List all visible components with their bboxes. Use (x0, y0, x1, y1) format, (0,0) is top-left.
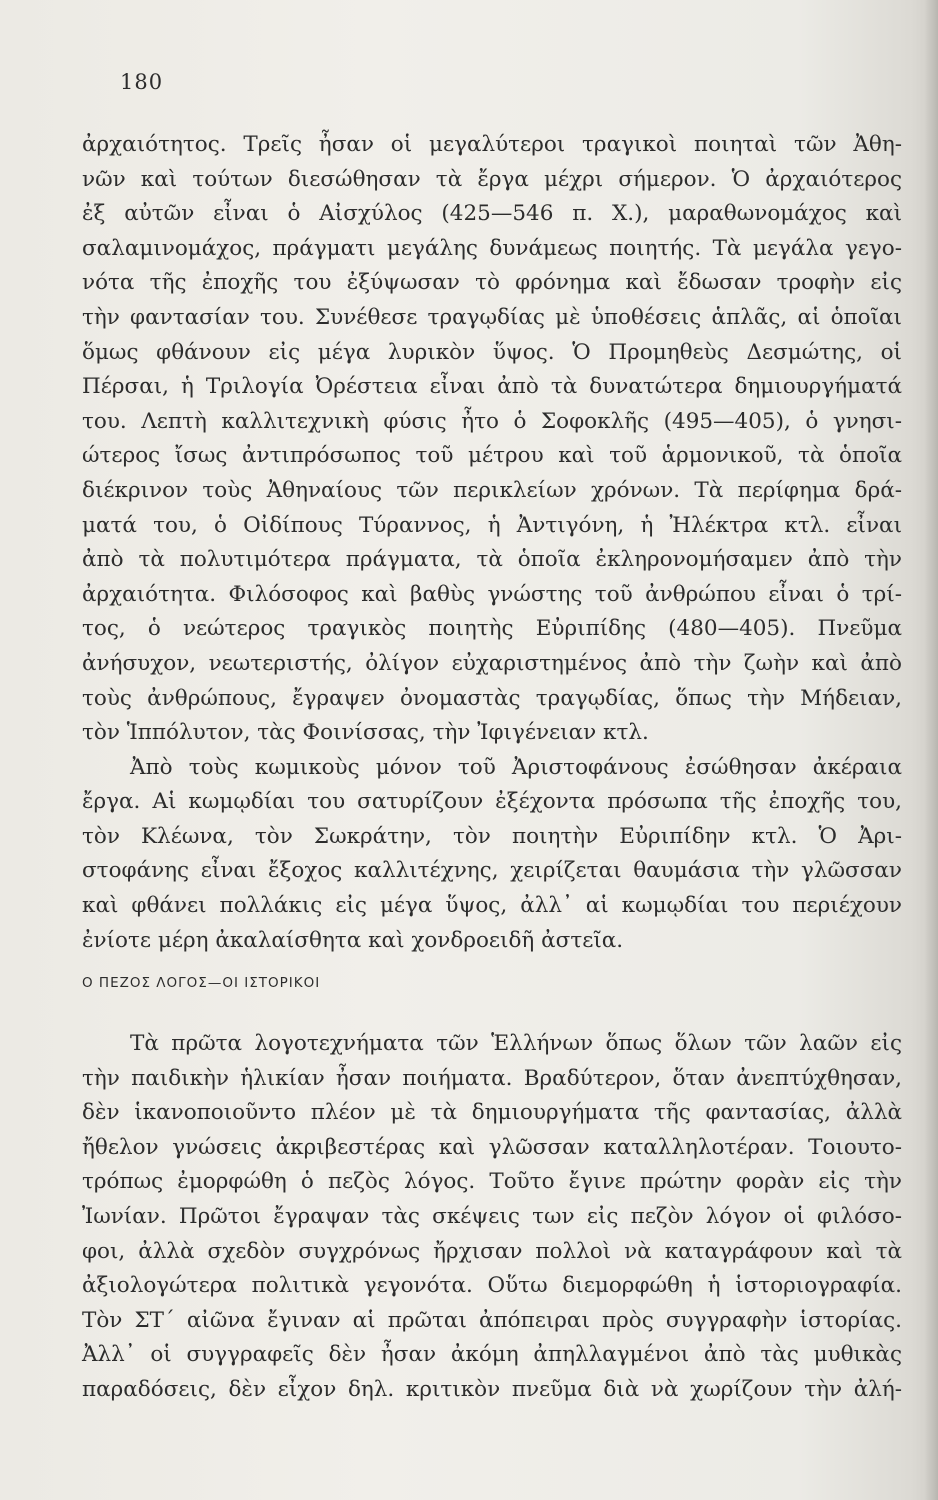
text-line: Πέρσαι, ἡ Τριλογία Ὀρέστεια εἶναι ἀπὸ τὰ δυνατώτερα δημιουργήματά (82, 374, 902, 400)
text-line: ἐνίοτε μέρη ἀκαλαίσθητα καὶ χονδροειδῆ ἀστεῖα. (82, 927, 624, 953)
text-line: παραδόσεις, δὲν εἶχον δηλ. κριτικὸν πνεῦμα διὰ νὰ χωρίζουν τὴν ἀλή- (82, 1376, 902, 1402)
text-line: Ἀπὸ τοὺς κωμικοὺς μόνον τοῦ Ἀριστοφάνους ἐσώθησαν ἀκέραια (130, 754, 902, 780)
section-heading: Ο ΠΕΖΟΣ ΛΟΓΟΣ—ΟΙ ΙΣΤΟΡΙΚΟΙ (82, 975, 321, 991)
text-line: νότα τῆς ἐποχῆς του ἐξύψωσαν τὸ φρόνημα καὶ ἔδωσαν τροφὴν εἰς (82, 270, 902, 296)
text-line: Ἰωνίαν. Πρῶτοι ἔγραψαν τὰς σκέψεις των εἰς πεζὸν λόγον οἱ φιλόσο- (82, 1203, 902, 1229)
text-line: τὴν παιδικὴν ἡλικίαν ἦσαν ποιήματα. Βραδύτερον, ὅταν ἀνεπτύχθησαν, (82, 1065, 902, 1091)
text-line: δὲν ἱκανοποιοῦντο πλέον μὲ τὰ δημιουργήματα τῆς φαντασίας, ἀλλὰ (82, 1100, 902, 1126)
page-spine-shadow (924, 0, 938, 1500)
section-prose-historians (82, 1027, 902, 1408)
text-line: νῶν καὶ τούτων διεσώθησαν τὰ ἔργα μέχρι σήμερον. Ὁ ἀρχαιότερος (82, 166, 902, 192)
text-line: τρόπως ἐμορφώθη ὁ πεζὸς λόγος. Τοῦτο ἔγινε πρώτην φορὰν εἰς τὴν (82, 1169, 902, 1195)
text-line: καὶ φθάνει πολλάκις εἰς μέγα ὕψος, ἀλλ᾽ αἱ κωμῳδίαι του περιέχουν (82, 893, 902, 919)
section-tragedy-comedy (82, 128, 902, 958)
text-line: ἀνήσυχον, νεωτεριστής, ὀλίγον εὐχαριστημένος ἀπὸ τὴν ζωὴν καὶ ἀπὸ (82, 650, 902, 676)
text-line: σαλαμινομάχος, πράγματι μεγάλης δυνάμεως ποιητής. Τὰ μεγάλα γεγο- (82, 235, 902, 261)
text-line: ἐξ αὐτῶν εἶναι ὁ Αἰσχύλος (425—546 π. Χ.), μαραθωνομάχος καὶ (82, 201, 902, 227)
text-line: ἀρχαιότητος. Τρεῖς ἦσαν οἱ μεγαλύτεροι τραγικοὶ ποιηταὶ τῶν Ἀθη- (82, 132, 902, 157)
text-line: τὸν Ἱππόλυτον, τὰς Φοινίσσας, τὴν Ἰφιγένειαν κτλ. (82, 720, 649, 746)
text-line: ἀξιολογώτερα πολιτικὰ γεγονότα. Οὕτω διεμορφώθη ἡ ἱστοριογραφία. (82, 1273, 902, 1299)
text-line: ώτερος ἴσως ἀντιπρόσωπος τοῦ μέτρου καὶ τοῦ ἁρμονικοῦ, τὰ ὁποῖα (82, 443, 902, 469)
text-line: Τὸν ΣΤ´ αἰῶνα ἔγιναν αἱ πρῶται ἀπόπειραι πρὸς συγγραφὴν ἱστορίας. (82, 1307, 902, 1333)
text-line: Ἀλλ᾽ οἱ συγγραφεῖς δὲν ἦσαν ἀκόμη ἀπηλλαγμένοι ἀπὸ τὰς μυθικὰς (82, 1342, 902, 1368)
text-line: ὅμως φθάνουν εἰς μέγα λυρικὸν ὕψος. Ὁ Προμηθεὺς Δεσμώτης, οἱ (82, 339, 902, 365)
text-line: ἀρχαιότητα. Φιλόσοφος καὶ βαθὺς γνώστης τοῦ ἀνθρώπου εἶναι ὁ τρί- (82, 581, 902, 607)
text-line: τος, ὁ νεώτερος τραγικὸς ποιητὴς Εὐριπίδης (480—405). Πνεῦμα (82, 616, 902, 642)
text-line: τὴν φαντασίαν του. Συνέθεσε τραγῳδίας μὲ ὑποθέσεις ἁπλᾶς, αἱ ὁποῖαι (82, 304, 902, 330)
text-line: στοφάνης εἶναι ἔξοχος καλλιτέχνης, χειρίζεται θαυμάσια τὴν γλῶσσαν (82, 858, 902, 884)
text-line: ματά του, ὁ Οἰδίπους Τύραννος, ἡ Ἀντιγόνη, ἡ Ἠλέκτρα κτλ. εἶναι (82, 512, 902, 538)
text-line: του. Λεπτὴ καλλιτεχνικὴ φύσις ἦτο ὁ Σοφοκλῆς (495—405), ὁ γνησι- (82, 408, 902, 434)
text-line: φοι, ἀλλὰ σχεδὸν συγχρόνως ἤρχισαν πολλοὶ νὰ καταγράφουν καὶ τὰ (82, 1238, 902, 1264)
text-line: Τὰ πρῶτα λογοτεχνήματα τῶν Ἑλλήνων ὅπως ὅλων τῶν λαῶν εἰς (130, 1031, 902, 1056)
text-line: ἀπὸ τὰ πολυτιμότερα πράγματα, τὰ ὁποῖα ἐκληρονομήσαμεν ἀπὸ τὴν (82, 547, 902, 573)
text-line: τοὺς ἀνθρώπους, ἔγραψεν ὀνομαστὰς τραγῳδίας, ὅπως τὴν Μήδειαν, (82, 685, 902, 711)
page-number: 180 (120, 70, 164, 94)
text-line: ἤθελον γνώσεις ἀκριβεστέρας καὶ γλῶσσαν καταλληλοτέραν. Τοιουτο- (82, 1134, 902, 1160)
text-line: ἔργα. Αἱ κωμῳδίαι του σατυρίζουν ἐξέχοντα πρόσωπα τῆς ἐποχῆς του, (82, 789, 902, 815)
text-line: τὸν Κλέωνα, τὸν Σωκράτην, τὸν ποιητὴν Εὐριπίδην κτλ. Ὁ Ἀρι- (82, 823, 902, 849)
text-line: διέκρινον τοὺς Ἀθηναίους τῶν περικλείων χρόνων. Τὰ περίφημα δρά- (82, 477, 902, 503)
